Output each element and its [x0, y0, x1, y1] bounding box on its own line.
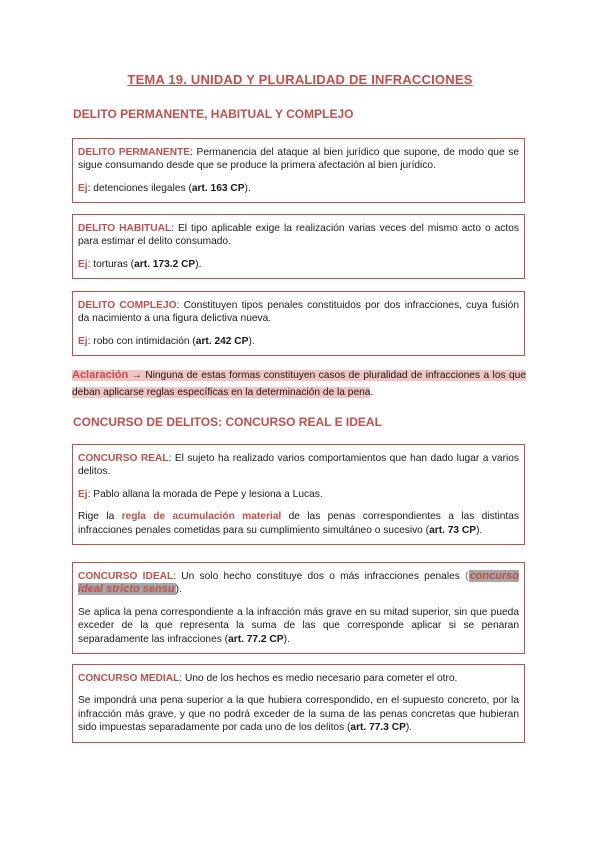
note-end: .: [370, 387, 374, 398]
article-ref: art. 73 CP: [429, 524, 477, 536]
paren-open: (: [465, 571, 469, 582]
box-delito-permanente: [72, 138, 525, 203]
box-label: DELITO COMPLEJO: [78, 300, 177, 311]
example-label: Ej: [78, 335, 88, 347]
example-label: Ej: [78, 182, 88, 194]
article-ref: art. 77.3 CP: [350, 722, 406, 734]
example-end: ).: [248, 335, 255, 347]
box-text: : Uno de los hechos es medio necesario para cometer el otro.: [179, 673, 458, 684]
box-delito-complejo: [72, 291, 525, 356]
rule-highlight: regla de acumulación material: [121, 511, 282, 523]
box-label: CONCURSO MEDIAL: [78, 673, 180, 684]
paragraph-end: ).: [405, 722, 413, 734]
note-label: Aclaración: [72, 369, 129, 381]
rule-end: ).: [476, 524, 483, 536]
example-text: : torturas (: [87, 258, 135, 270]
box-concurso-ideal: [72, 562, 525, 654]
box-text: : Permanencia del ataque al bien jurídico que supone, de modo que se sigue consumando desde que se produce la primera afectación al bien jurídico.: [78, 147, 519, 172]
example-end: ).: [195, 258, 202, 270]
page-title: TEMA 19. UNIDAD Y PLURALIDAD DE INFRACCIONES: [127, 72, 473, 87]
article-ref: art. 163 CP: [191, 182, 245, 194]
box-paragraph: Se impondrá una pena superior a la que hubiera correspondido, en el supuesto concreto, por la infracción más grave, y que no podrá exceder de la suma de las penas concretas que hubieran sido impuestas separadamente por cada uno de los delitos (: [78, 695, 519, 734]
box-delito-habitual: [72, 214, 525, 279]
article-ref: art. 77.2 CP: [228, 633, 284, 645]
box-text: : Un solo hecho constituye dos o más infracciones penales: [173, 571, 466, 582]
rule-text-pre: Rige la: [78, 511, 122, 523]
box-concurso-real: [72, 444, 525, 545]
example-text: : detenciones ilegales (: [87, 182, 192, 194]
article-ref: art. 242 CP: [195, 335, 249, 347]
box-paragraph: Se aplica la pena correspondiente a la infracción más grave en su mitad superior, sin que pueda exceder de la que representa la suma de las que corresponde aplicar si se penaran separadamente las infracciones (: [78, 606, 519, 645]
example-label: Ej: [78, 258, 88, 270]
box-label: CONCURSO REAL: [78, 453, 169, 464]
box-label: DELITO HABITUAL: [78, 223, 172, 234]
aclaracion-note: [72, 367, 526, 401]
example-text: : robo con intimidación (: [87, 335, 196, 347]
box-label: DELITO PERMANENTE: [78, 147, 191, 158]
box-text: : Constituyen tipos penales constituidos por dos infracciones, cuya fusión da nacimiento a una figura delictiva nueva.: [78, 300, 520, 325]
example-label: Ej: [78, 488, 88, 500]
box-text: : El tipo aplicable exige la realización varias veces del mismo acto o actos para estimar el delito consumado.: [78, 223, 519, 248]
paragraph-end: ).: [283, 633, 290, 645]
article-ref: art. 173.2 CP: [134, 258, 196, 270]
box-concurso-medial: [72, 664, 525, 743]
paren-close: ).: [175, 584, 182, 596]
section-heading-delito: DELITO PERMANENTE, HABITUAL Y COMPLEJO: [73, 107, 354, 121]
stricto-sensu-highlight: concurso ideal stricto sensu: [78, 570, 520, 596]
example-end: ).: [244, 182, 251, 194]
box-label: CONCURSO IDEAL: [78, 571, 174, 582]
note-text: → Ninguna de estas formas constituyen casos de pluralidad de infracciones a los que deban aplicarse reglas específicas en la determinación de la pena: [72, 370, 526, 398]
box-text: : El sujeto ha realizado varios comportamientos que han dado lugar a varios delitos.: [78, 453, 519, 478]
rule-text-post: de las penas correspondientes a las distintas infracciones penales cometidas para su cumplimiento simultáneo o sucesivo (: [78, 511, 520, 536]
example-text: : Pablo allana la morada de Pepe y lesiona a Lucas.: [87, 488, 323, 500]
section-heading-concurso: CONCURSO DE DELITOS: CONCURSO REAL E IDEAL: [73, 415, 382, 429]
